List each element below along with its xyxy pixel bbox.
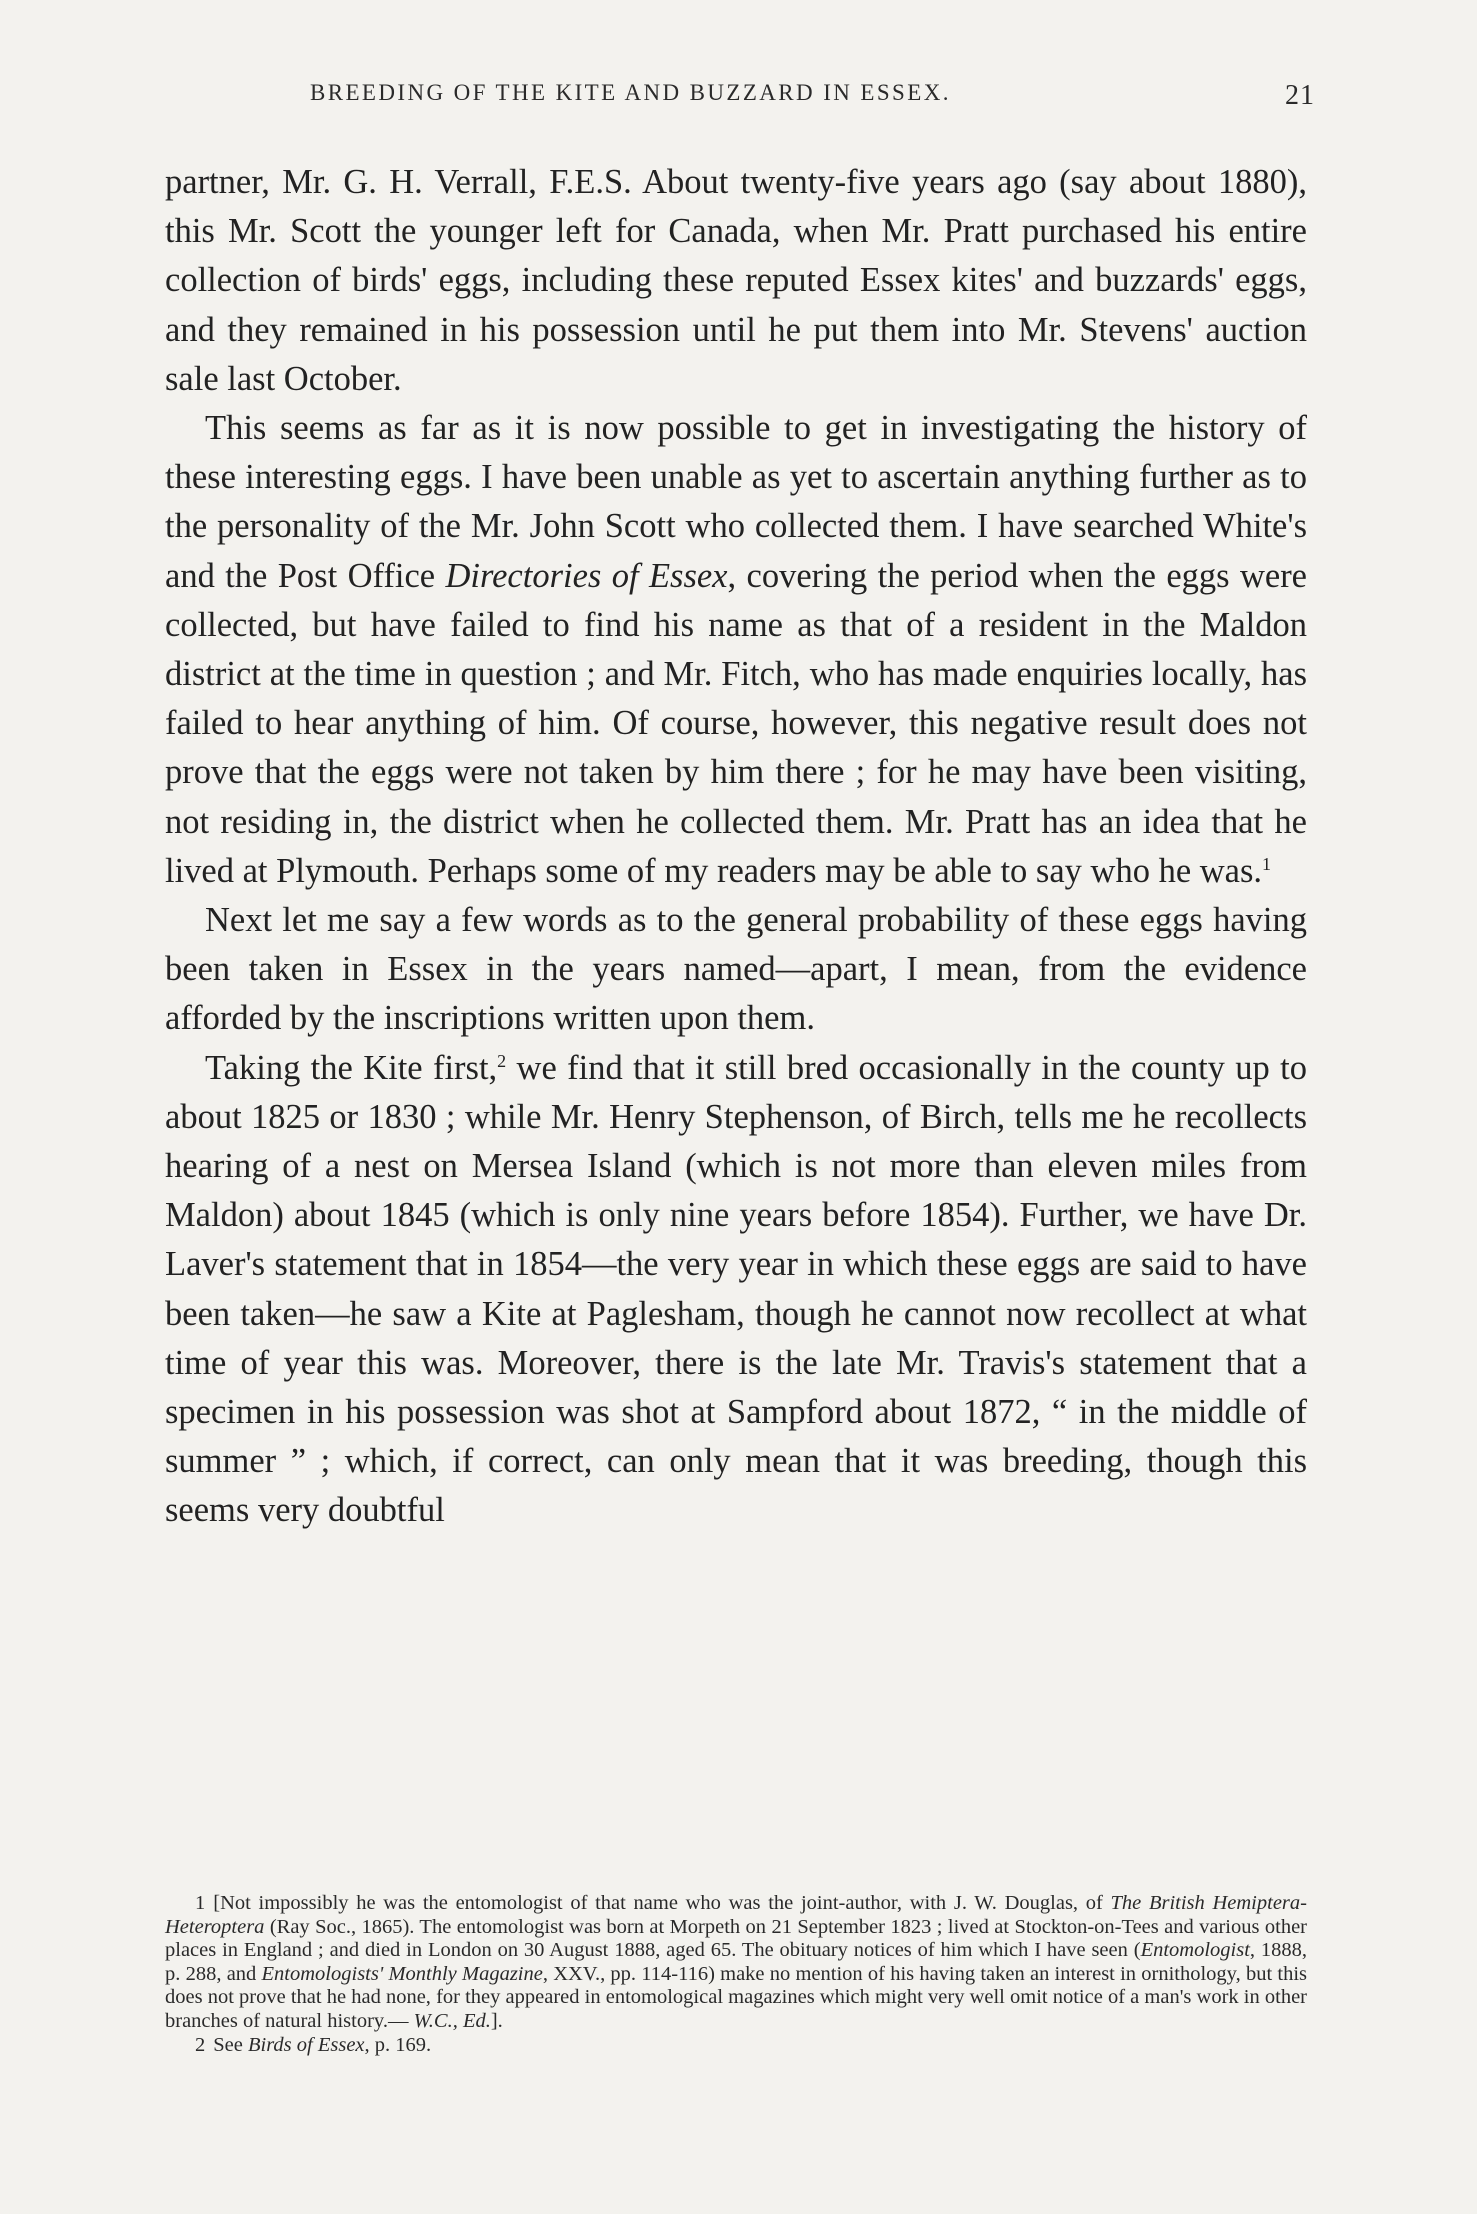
text-run: This seems as far as it is now possible to get in investigating the history of these interesting eggs. I have been unable as yet to ascertain anything further as to the personality of the Mr. John Scott who collected them. I have searched White's and the Post Office [165, 409, 1307, 595]
body-text [165, 158, 1307, 1536]
text-run: (Ray Soc., 1865). The entomologist was born at Morpeth on 21 September 1823 ; lived at Stockton-on-Tees and various other places in England ; and died in London on 30 August 1888, aged 65. The obituary notices of him which I have seen ( [165, 1915, 1307, 1962]
running-title: BREEDING OF THE KITE AND BUZZARD IN ESSEX. [310, 80, 951, 105]
text-run: , p. 169. [364, 2033, 432, 2056]
text-run: partner, Mr. G. H. Verrall, F.E.S. About twenty-five years ago (say about 1880), this Mr. Scott the younger left for Canada, when Mr. Pratt purchased his entire collection of birds' eggs, including these reputed Essex kites' and buzzards' eggs, and they remained in his possession until he put them into Mr. Stevens' auction sale last October. [165, 163, 1307, 398]
paragraph [165, 158, 1307, 404]
footnotes [165, 1892, 1307, 2057]
text-run: Taking the Kite first, [205, 1048, 498, 1087]
paragraph [165, 896, 1307, 1044]
text-run: , covering the period when the eggs were collected, but have failed to find his name as that of a resident in the Maldon district at the time in question ; and Mr. Fitch, who has made enquiries locally, has failed to hear anything of him. Of course, however, this negative result does not prove that the eggs were not taken by him there ; for he may have been visiting, not residing in, the district when he collected them. Mr. Pratt has an idea that he lived at Plymouth. Perhaps some of my readers may be able to say who he was. [165, 556, 1307, 890]
footnote-number: 2 [195, 2033, 206, 2056]
footnote-number: 1 [195, 1892, 206, 1914]
italic-text: Entomologist [1140, 1939, 1250, 1962]
italic-text: Entomologists' Monthly Magazine [261, 1962, 543, 1985]
footnote-reference: 1 [1262, 853, 1272, 874]
text-run: [Not impossibly he was the entomologist of that name who was the joint-author, with J. W. Douglas, of [213, 1892, 1111, 1914]
text-run: See [213, 2033, 248, 2056]
text-run: Next let me say a few words as to the general probability of these eggs having been taken in Essex in the years named—apart, I mean, from the evidence afforded by the inscriptions written upon them. [165, 901, 1307, 1038]
footnote-reference: 2 [497, 1050, 507, 1071]
page-number: 21 [1285, 80, 1315, 111]
footnote [165, 1892, 1307, 2034]
footnote [165, 2034, 1307, 2058]
paragraph [165, 1044, 1307, 1536]
italic-text: Directories of Essex [445, 556, 728, 595]
italic-text: W.C., Ed. [413, 2009, 491, 2032]
italic-text: The British Hemiptera-Heteroptera [165, 1892, 1307, 1938]
italic-text: Birds of Essex [247, 2033, 365, 2056]
text-run: we find that it still bred occasionally in the county up to about 1825 or 1830 ; while Mr. Henry Stephenson, of Birch, tells me he recollects hearing of a nest on Mersea Island (which is not more than eleven miles from Maldon) about 1845 (which is only nine years before 1854). Further, we have Dr. Laver's statement that in 1854—the very year in which these eggs are said to have been taken—he saw a Kite at Paglesham, though he cannot now recollect at what time of year this was. Moreover, there is the late Mr. Travis's statement that a specimen in his possession was shot at Sampford about 1872, “ in the middle of summer ” ; which, if correct, can only mean that it was breeding, though this seems very doubtful [165, 1048, 1307, 1530]
text-run: , XXV., pp. 114-116) make no mention of his having taken an interest in ornithology, but this does not prove that he had none, for they appeared in entomological magazines which might very well omit notice of a man's work in other branches of natural history.— [165, 1962, 1307, 2032]
paragraph [165, 404, 1307, 896]
running-head [165, 80, 1315, 120]
text-run: , 1888, p. 288, and [165, 1939, 1308, 1985]
text-run: ]. [490, 2009, 503, 2032]
